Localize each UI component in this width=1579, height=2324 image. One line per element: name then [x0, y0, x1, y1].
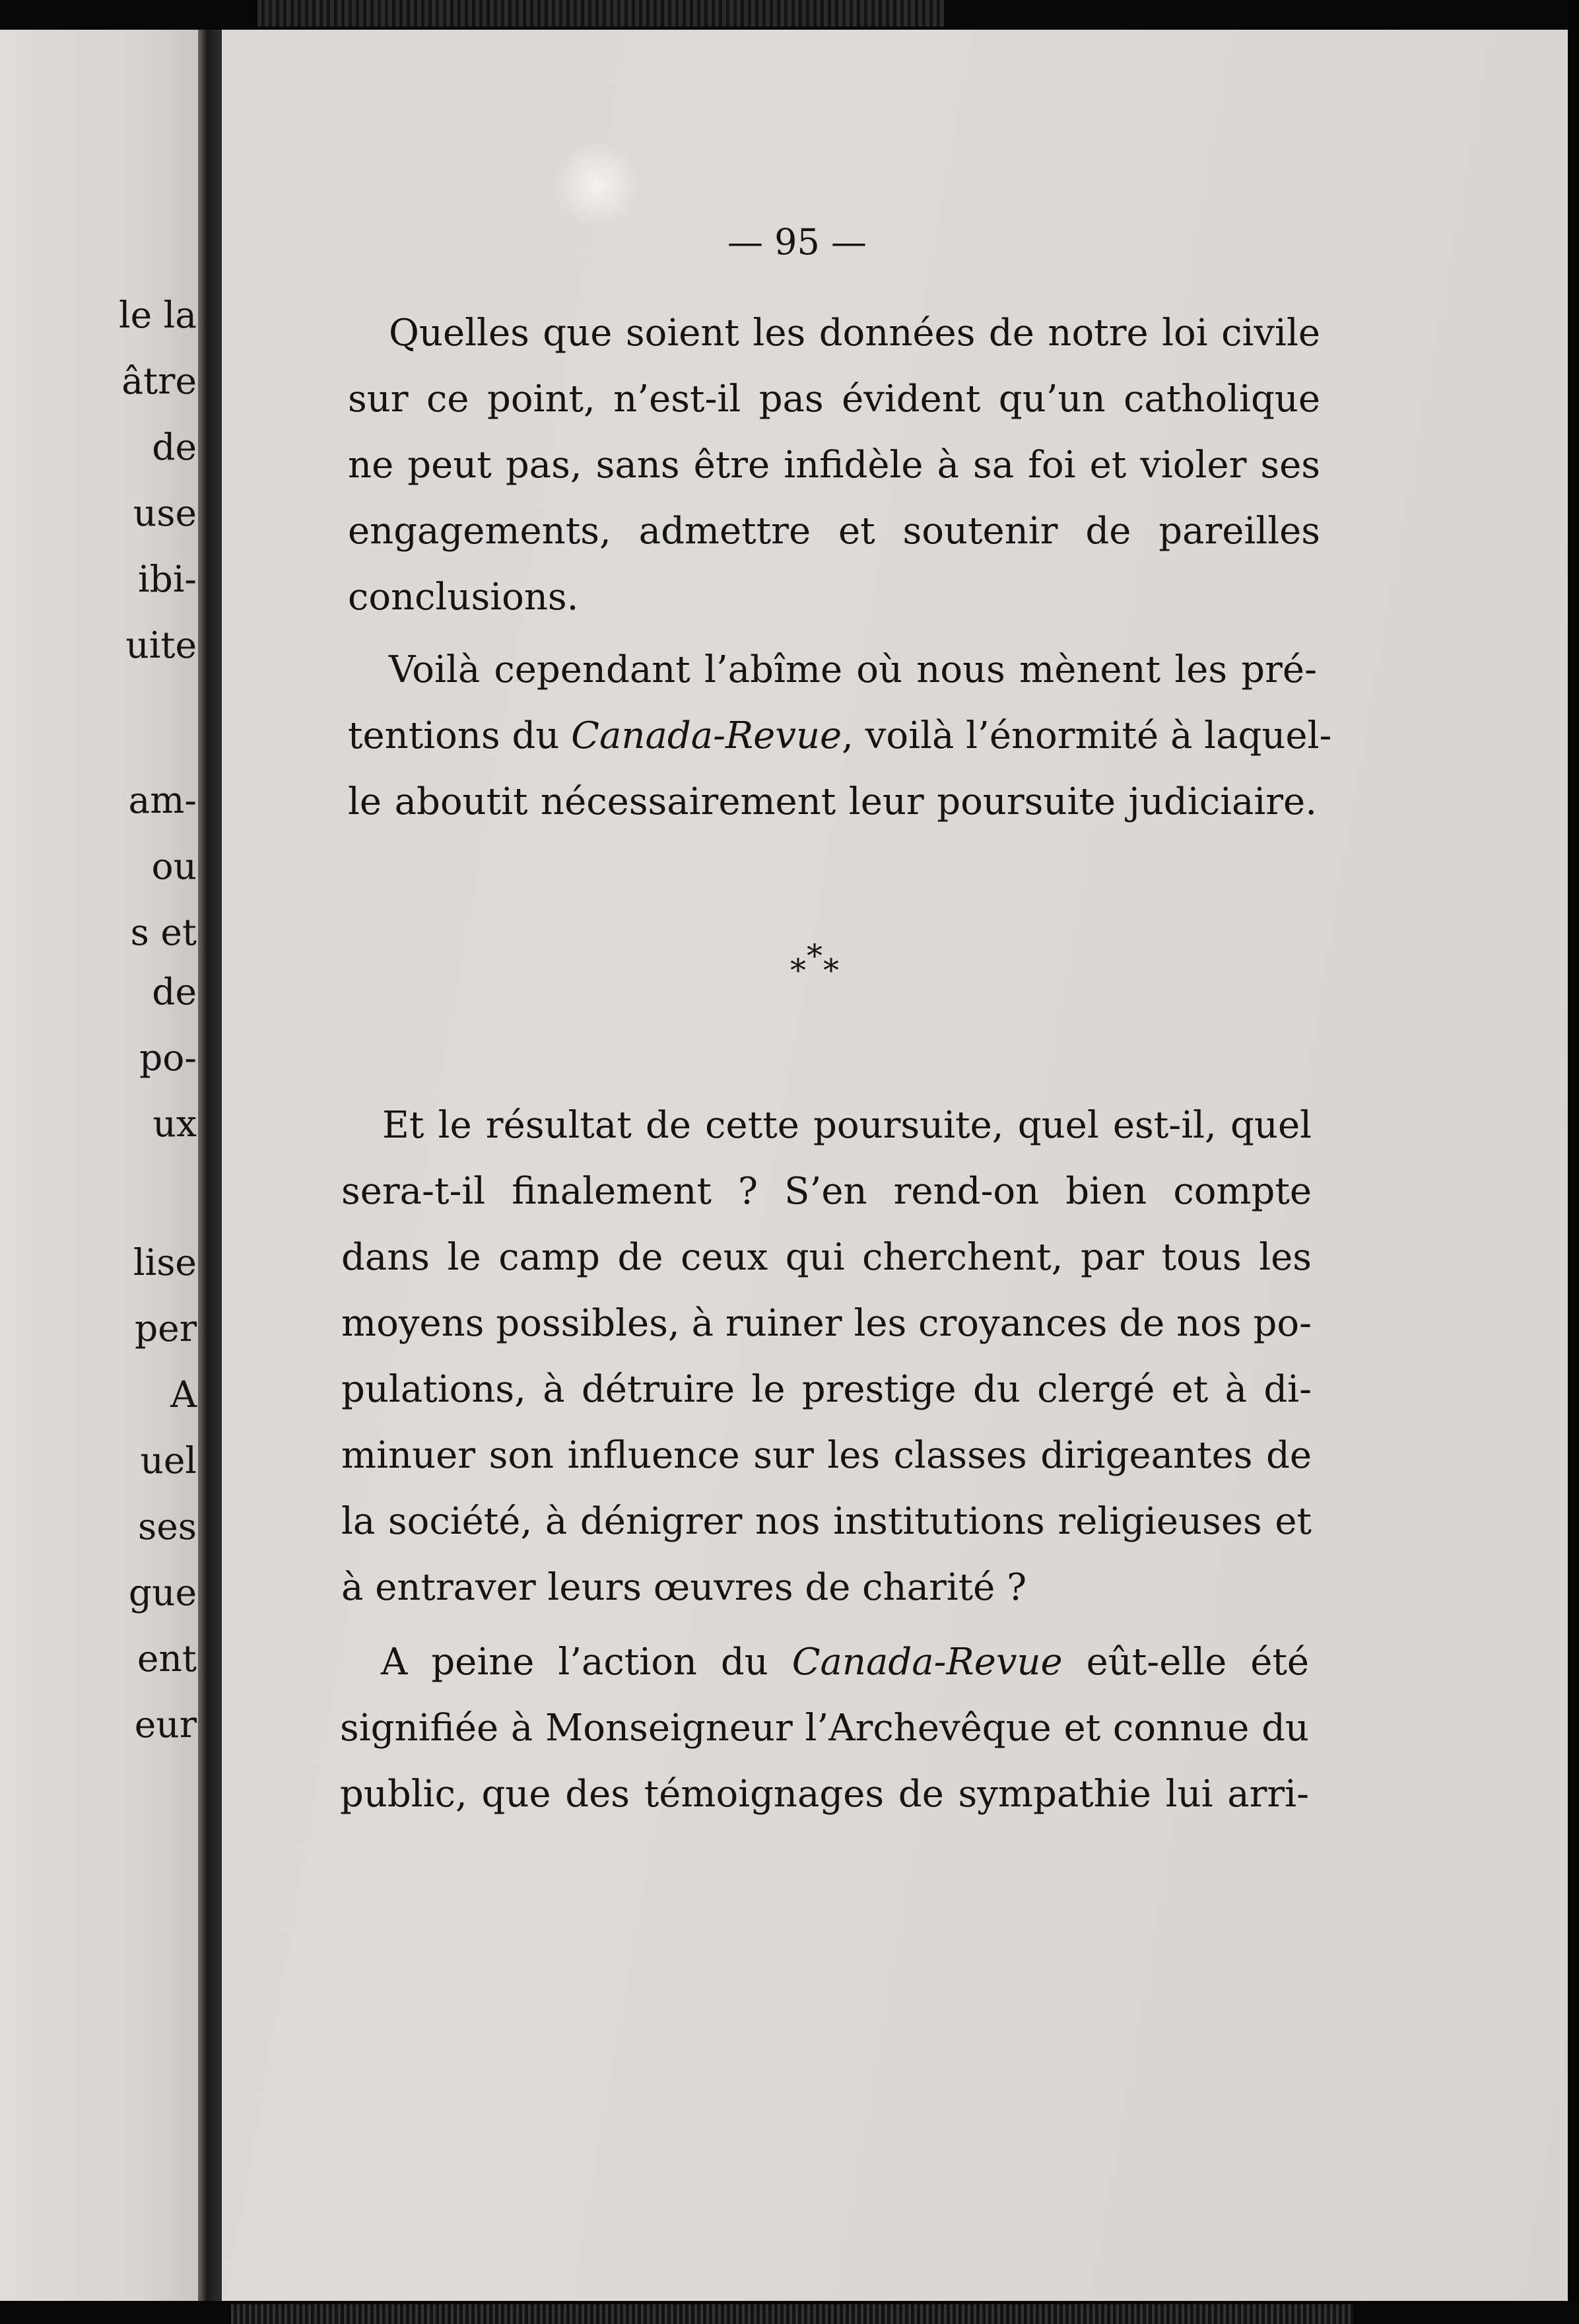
- left-page-fragment: [0, 30, 198, 2301]
- bottom-film-perforation: [231, 2304, 1353, 2324]
- left-page-line: ent: [137, 1637, 197, 1680]
- left-page-line: A: [170, 1373, 197, 1416]
- journal-title: Canada-Revue: [571, 714, 842, 757]
- left-page-line: use: [133, 492, 197, 534]
- text-line: sur ce point, n’est-il pas évident qu’un catholique: [348, 378, 1320, 421]
- page-edge-shadow: [218, 30, 222, 2301]
- left-page-line: de: [152, 426, 197, 468]
- left-page-line: de: [152, 971, 197, 1013]
- left-page-line: s et: [130, 911, 197, 953]
- left-page-line: le la: [118, 294, 197, 336]
- left-page-line: âtre: [121, 360, 197, 402]
- left-page-line: eur: [134, 1703, 197, 1746]
- text-line: conclusions.: [348, 576, 579, 619]
- text-line: tentions du Canada-Revue, voilà l’énormité à laquel-: [348, 714, 1332, 757]
- text-line: dans le camp de ceux qui cherchent, par tous les: [341, 1236, 1312, 1279]
- book-gutter: [198, 30, 218, 2301]
- text-line: ne peut pas, sans être infidèle à sa foi et violer ses: [348, 444, 1320, 487]
- left-page-line: am-: [128, 779, 197, 821]
- asterism-star: *: [807, 938, 823, 974]
- left-page-line: ibi-: [138, 558, 197, 600]
- paragraph: [348, 300, 1320, 631]
- text-line: Et le résultat de cette poursuite, quel est-il, quel: [382, 1104, 1312, 1147]
- text-line: minuer son influence sur les classes dirigeantes de: [341, 1434, 1312, 1477]
- asterism-star: *: [823, 952, 839, 989]
- paragraph: [348, 637, 1332, 835]
- left-page-line: po-: [139, 1037, 197, 1079]
- left-page-line: uite: [125, 624, 197, 666]
- text-line: Quelles que soient les données de notre loi civile: [389, 312, 1320, 355]
- text-line: la société, à dénigrer nos institutions religieuses et: [341, 1500, 1312, 1543]
- text-line: public, que des témoignages de sympathie lui arri-: [340, 1773, 1309, 1816]
- right-film-border: [1568, 0, 1579, 2324]
- asterism-star: *: [790, 952, 806, 989]
- text-line: engagements, admettre et soutenir de pareilles: [348, 510, 1320, 553]
- text-line: signifiée à Monseigneur l’Archevêque et connue du: [340, 1707, 1309, 1750]
- text-line: le aboutit nécessairement leur poursuite judiciaire.: [348, 780, 1317, 823]
- text-line: moyens possibles, à ruiner les croyances de nos po-: [341, 1302, 1312, 1345]
- text-line: A peine l’action du Canada-Revue eût-elle été: [381, 1641, 1309, 1684]
- left-page-line: ux: [152, 1103, 197, 1145]
- left-page-line: ou: [151, 845, 197, 887]
- left-page-line: per: [134, 1307, 197, 1350]
- section-asterism: [779, 938, 858, 990]
- scan-smudge: [554, 142, 640, 228]
- text-line: pulations, à détruire le prestige du clergé et à di-: [341, 1368, 1312, 1411]
- left-page-line: lise: [133, 1241, 197, 1283]
- left-page-line: ses: [138, 1505, 197, 1548]
- text-line: Voilà cependant l’abîme où nous mènent les pré-: [389, 648, 1317, 691]
- left-page-line: uel: [140, 1439, 197, 1482]
- top-film-perforation: [257, 0, 944, 26]
- left-page-line: gue: [128, 1571, 197, 1614]
- text-line: sera-t-il finalement ? S’en rend-on bien compte: [341, 1170, 1312, 1213]
- page-number: — 95 —: [727, 221, 867, 263]
- paragraph: [340, 1629, 1309, 1828]
- paragraph: [341, 1093, 1312, 1621]
- text-line: à entraver leurs œuvres de charité ?: [341, 1566, 1027, 1609]
- journal-title: Canada-Revue: [791, 1641, 1063, 1684]
